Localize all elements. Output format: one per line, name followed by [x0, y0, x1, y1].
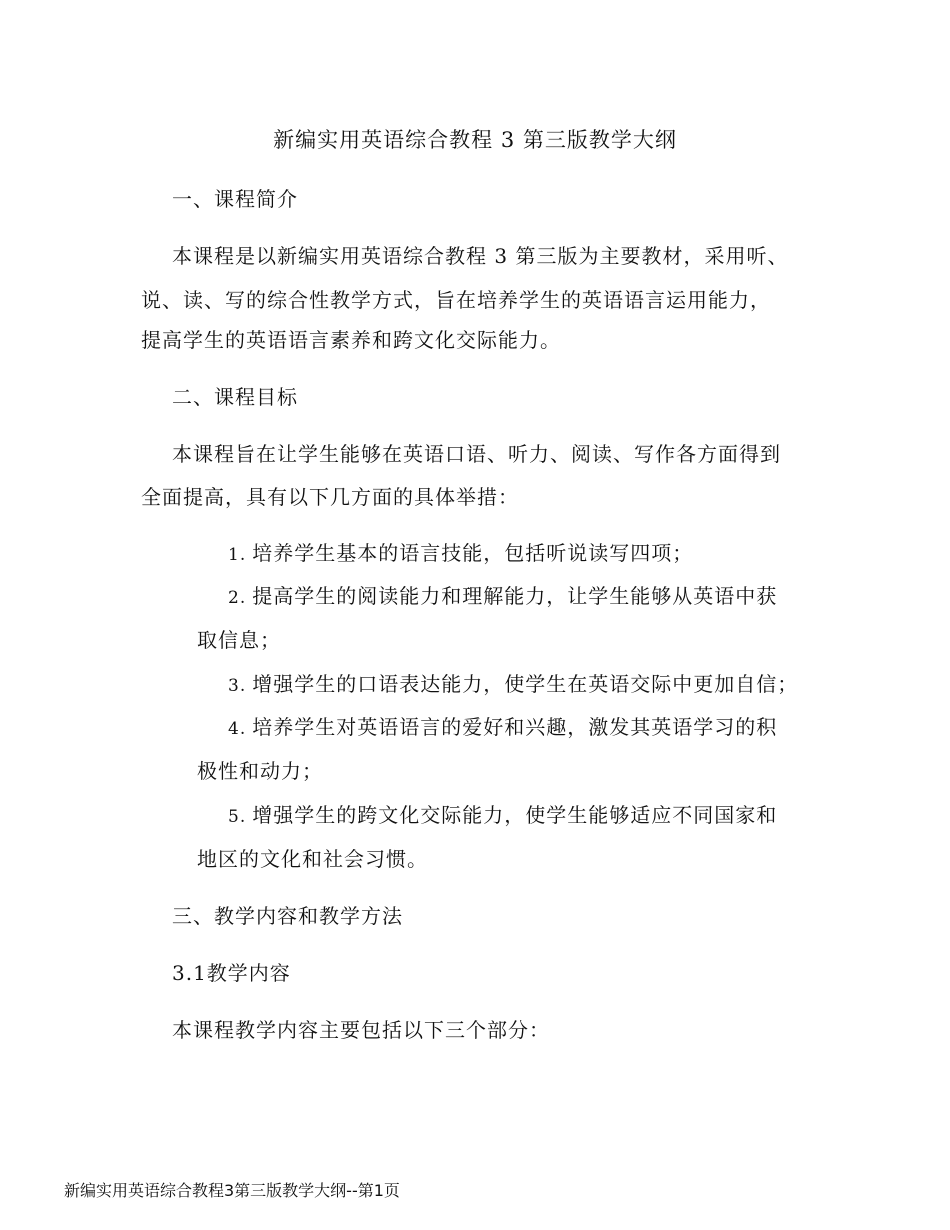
section-1-heading: 一、课程简介	[172, 187, 298, 211]
list-item-number: 2.	[228, 588, 247, 608]
list-item-text: 增强学生的口语表达能力，使学生在英语交际中更加自信；	[252, 672, 799, 696]
section-3-heading: 三、教学内容和教学方法	[172, 904, 403, 928]
list-item-4-continuation: 极性和动力；	[197, 759, 323, 783]
document-title: 新编实用英语综合教程 3 第三版教学大纲	[273, 128, 677, 152]
list-item-text: 提高学生的阅读能力和理解能力，让学生能够从英语中获	[252, 584, 778, 608]
list-item-4	[228, 711, 777, 740]
list-item-5	[228, 799, 777, 828]
list-item-5-continuation: 地区的文化和社会习惯。	[197, 847, 428, 871]
section-3-1-heading: 3.1教学内容	[172, 961, 291, 985]
list-item-1	[228, 537, 693, 566]
section-3-1-paragraph: 本课程教学内容主要包括以下三个部分：	[172, 1018, 550, 1042]
section-1-paragraph-line-3: 提高学生的英语语言素养和跨文化交际能力。	[141, 328, 561, 352]
list-item-number: 1.	[228, 545, 247, 565]
list-item-3	[228, 668, 798, 697]
page-footer: 新编实用英语综合教程3第三版教学大纲--第1页	[64, 1181, 400, 1200]
list-item-text: 增强学生的跨文化交际能力，使学生能够适应不同国家和	[252, 803, 778, 827]
list-item-number: 5.	[228, 807, 247, 827]
list-item-2-continuation: 取信息；	[197, 628, 281, 652]
list-item-2	[228, 580, 777, 609]
list-item-number: 4.	[228, 719, 247, 739]
section-1-paragraph-line-2: 说、读、写的综合性教学方式，旨在培养学生的英语语言运用能力，	[141, 288, 771, 312]
section-1-paragraph-line-1: 本课程是以新编实用英语综合教程 3 第三版为主要教材，采用听、	[172, 244, 789, 268]
list-item-text: 培养学生对英语语言的爱好和兴趣，激发其英语学习的积	[252, 715, 778, 739]
section-2-heading: 二、课程目标	[172, 385, 298, 409]
list-item-number: 3.	[228, 676, 247, 696]
list-item-text: 培养学生基本的语言技能，包括听说读写四项；	[252, 541, 694, 565]
section-2-paragraph-line-1: 本课程旨在让学生能够在英语口语、听力、阅读、写作各方面得到	[172, 442, 781, 466]
section-2-paragraph-line-2: 全面提高，具有以下几方面的具体举措：	[141, 485, 519, 509]
